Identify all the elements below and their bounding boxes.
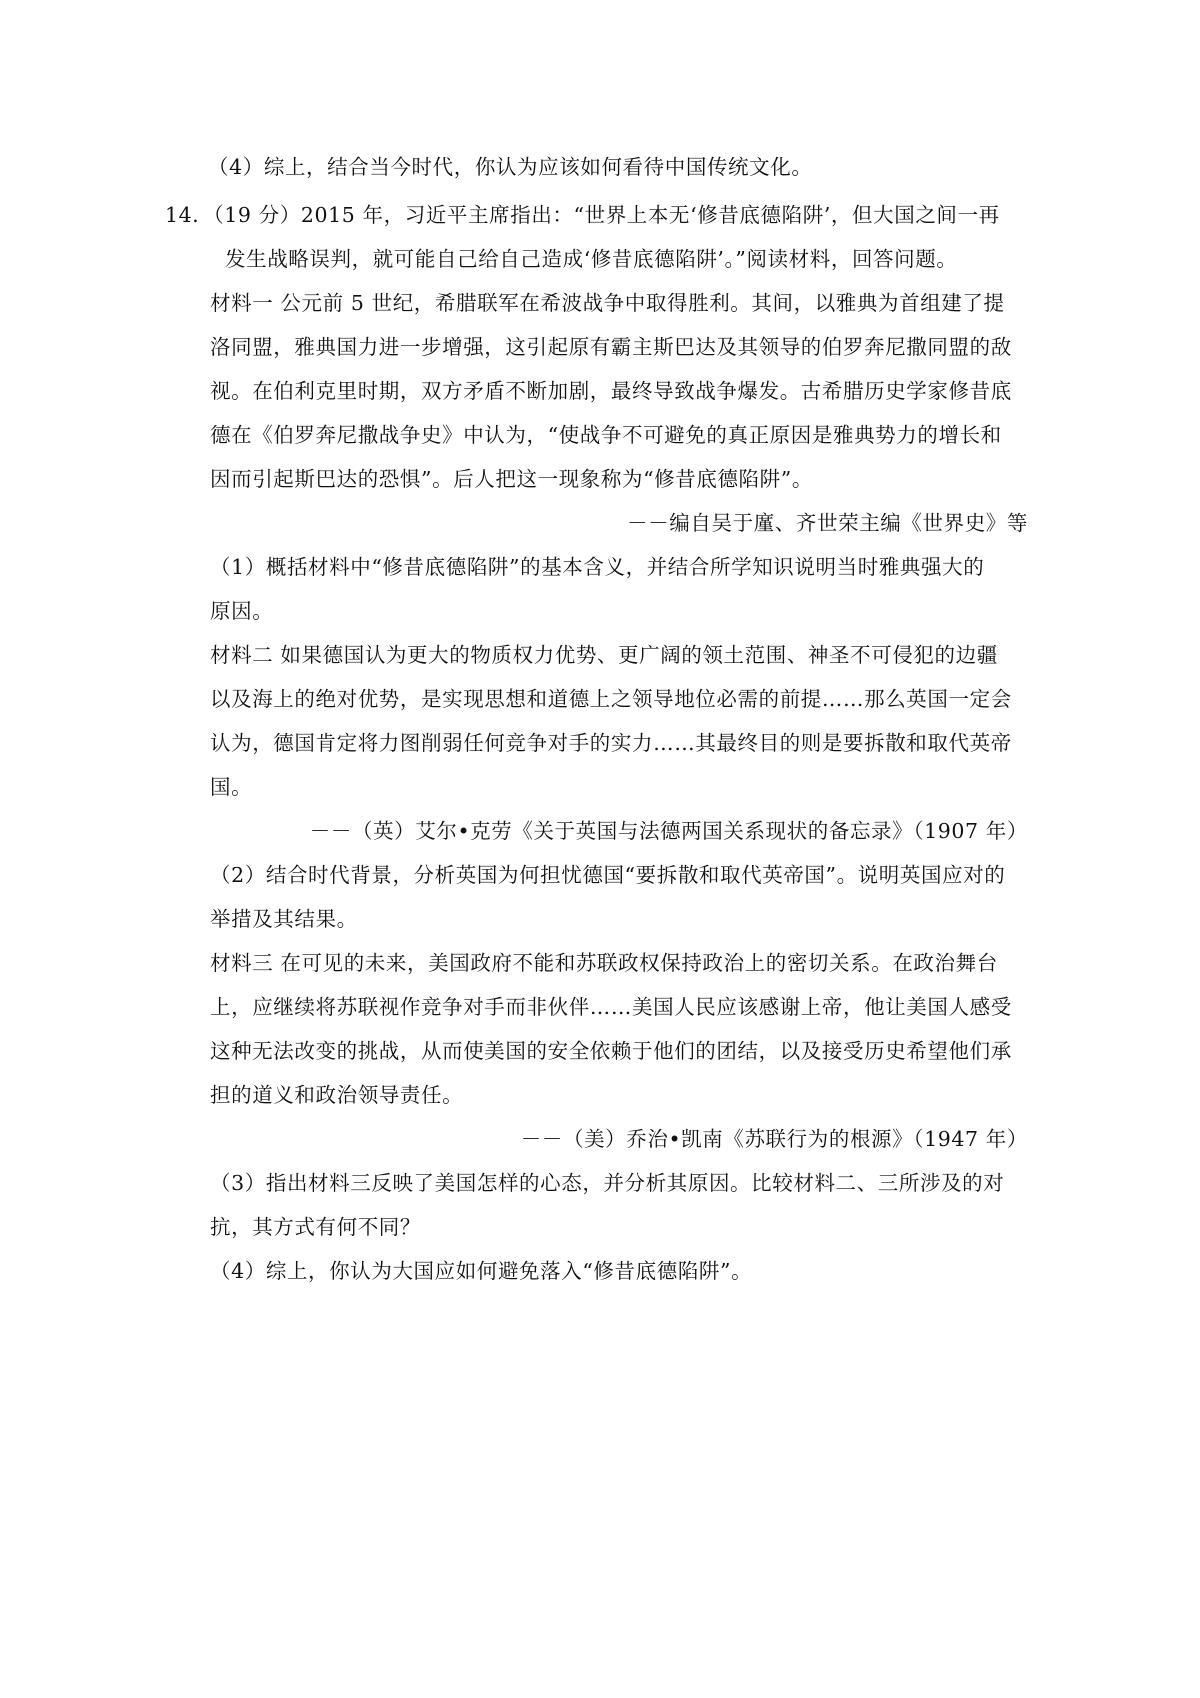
question-14-stem-line-2: 发生战略误判，就可能自己给自己造成‘修昔底德陷阱’。”阅读材料，回答问题。 [225, 247, 958, 271]
material-1-line-2: 洛同盟，雅典国力进一步增强，这引起原有霸主斯巴达及其领导的伯罗奔尼撒同盟的敌 [210, 335, 1012, 359]
material-1-line-5: 因而引起斯巴达的恐惧”。后人把这一现象称为“修昔底德陷阱”。 [210, 467, 813, 491]
prev-question-part4: （4）综上，结合当今时代，你认为应该如何看待中国传统文化。 [208, 155, 813, 179]
material-1-source: －－编自吴于廑、齐世荣主编《世界史》等 [627, 511, 1028, 535]
sub-question-4: （4）综上，你认为大国应如何避免落入“修昔底德陷阱”。 [210, 1259, 753, 1283]
material-2-source: －－（英）艾尔•克劳《关于英国与法德两国关系现状的备忘录》（1907 年） [309, 819, 1028, 843]
sub-question-1-line-2: 原因。 [210, 599, 274, 623]
sub-question-3-line-2: 抗，其方式有何不同？ [210, 1215, 421, 1239]
material-2-line-3: 认为，德国肯定将力图削弱任何竞争对手的实力……其最终目的则是要拆散和取代英帝 [210, 731, 1012, 755]
material-3-line-1: 材料三 在可见的未来，美国政府不能和苏联政权保持政治上的密切关系。在政治舞台 [210, 951, 998, 975]
material-3-line-3: 这种无法改变的挑战，从而使美国的安全依赖于他们的团结，以及接受历史希望他们承 [210, 1039, 1012, 1063]
sub-question-3-line-1: （3）指出材料三反映了美国怎样的心态，并分析其原因。比较材料二、三所涉及的对 [210, 1171, 1005, 1195]
material-2-line-2: 以及海上的绝对优势，是实现思想和道德上之领导地位必需的前提……那么英国一定会 [210, 687, 1012, 711]
material-2-line-1: 材料二 如果德国认为更大的物质权力优势、更广阔的领土范围、神圣不可侵犯的边疆 [210, 643, 998, 667]
sub-question-1-line-1: （1）概括材料中“修昔底德陷阱”的基本含义，并结合所学知识说明当时雅典强大的 [210, 555, 985, 579]
sub-question-2-line-2: 举措及其结果。 [210, 907, 358, 931]
question-14-stem-line-1: 14．（19 分）2015 年，习近平主席指出：“世界上本无‘修昔底德陷阱’，但大国之间一再 [165, 203, 1000, 227]
material-3-line-4: 担的道义和政治领导责任。 [210, 1083, 464, 1107]
document-body [0, 145, 1200, 1293]
material-1-line-4: 德在《伯罗奔尼撒战争史》中认为，“使战争不可避免的真正原因是雅典势力的增长和 [210, 423, 1002, 447]
material-3-source: －－（美）乔治•凯南《苏联行为的根源》（1947 年） [520, 1127, 1028, 1151]
material-3-line-2: 上，应继续将苏联视作竞争对手而非伙伴……美国人民应该感谢上帝，他让美国人感受 [210, 995, 1012, 1019]
material-1-line-1: 材料一 公元前 5 世纪，希腊联军在希波战争中取得胜利。其间，以雅典为首组建了提 [210, 291, 1005, 315]
material-1-line-3: 视。在伯利克里时期，双方矛盾不断加剧，最终导致战争爆发。古希腊历史学家修昔底 [210, 379, 1012, 403]
material-2-line-4: 国。 [210, 775, 253, 799]
sub-question-2-line-1: （2）结合时代背景，分析英国为何担忧德国“要拆散和取代英帝国”。说明英国应对的 [210, 863, 1006, 887]
